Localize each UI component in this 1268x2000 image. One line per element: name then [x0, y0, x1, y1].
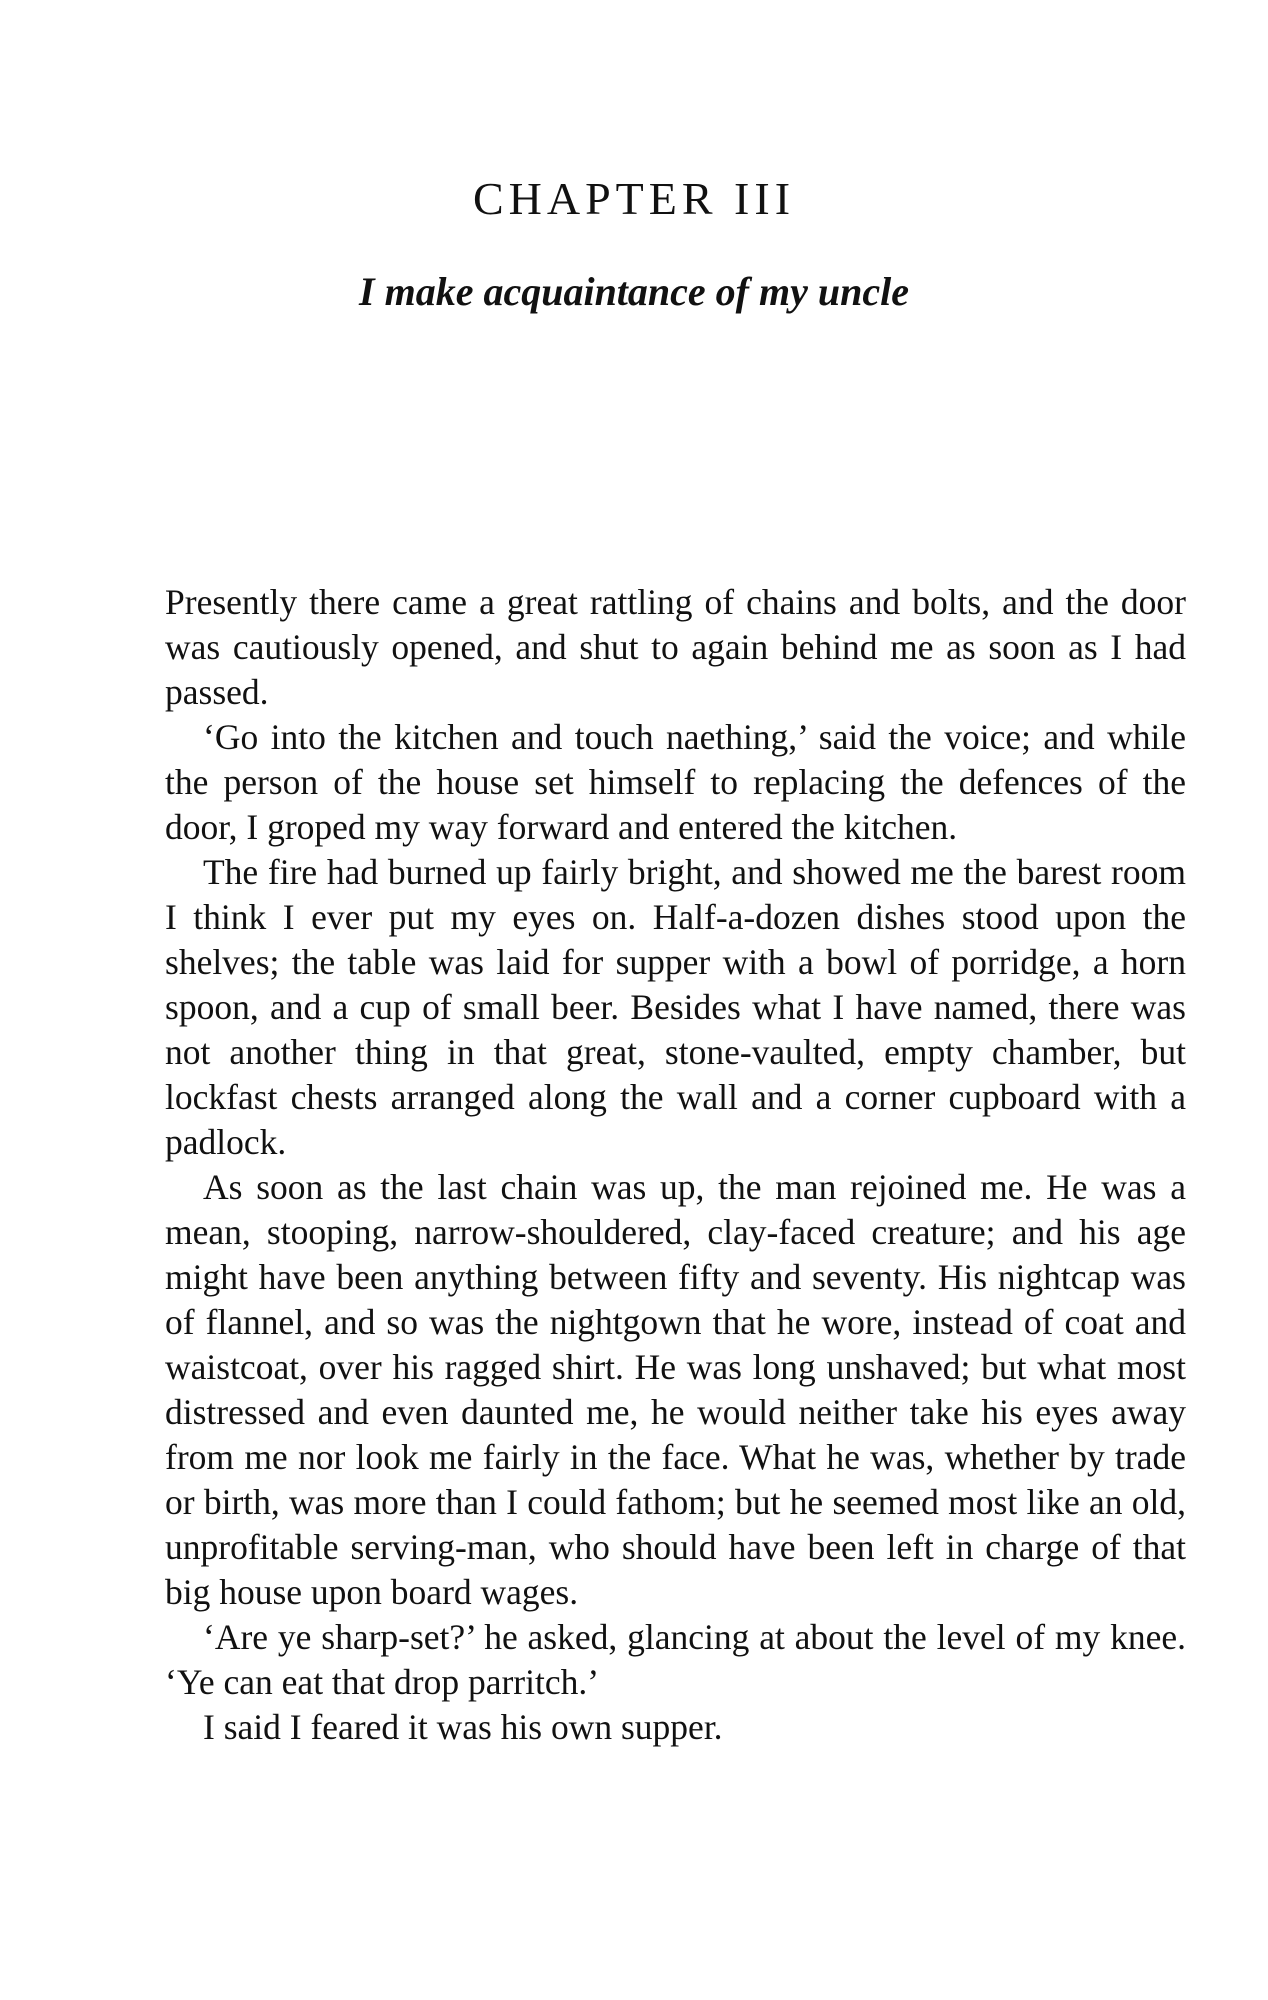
chapter-title: CHAPTER III [472, 173, 796, 224]
paragraph: As soon as the last chain was up, the man rejoined me. He was a mean, stooping, narrow-shouldered, clay-faced creature; and his age might have been anything between fifty and seventy. His nightcap was of flannel, and so was the nightgown that he wore, instead of coat and waistcoat, over his ragged shirt. He was long unshaved; but what most distressed and even daunted me, he would neither take his eyes away from me nor look me fairly in the face. What he was, whether by trade or birth, was more than I could fathom; but he seemed most like an old, unprofitable serving-man, who should have been left in charge of that big house upon board wages. [165, 1167, 1186, 1612]
paragraph: ‘Go into the kitchen and touch naething,’ said the voice; and while the person of the house set himself to replacing the defences of the door, I groped my way forward and entered the kitchen. [165, 717, 1186, 847]
chapter-subtitle: I make acquaintance of my uncle [359, 269, 909, 314]
paragraph: ‘Are ye sharp-set?’ he asked, glancing at about the level of my knee. ‘Ye can eat that drop parritch.’ [165, 1617, 1186, 1702]
paragraph: Presently there came a great rattling of chains and bolts, and the door was cautiously opened, and shut to again behind me as soon as I had passed. [165, 582, 1186, 712]
body-text [165, 580, 1186, 1750]
paragraph: I said I feared it was his own supper. [203, 1707, 723, 1747]
paragraph: The fire had burned up fairly bright, and showed me the barest room I think I ever put my eyes on. Half-a-dozen dishes stood upon the shelves; the table was laid for supper with a bowl of porridge, a horn spoon, and a cup of small beer. Besides what I have named, there was not another thing in that great, stone-vaulted, empty chamber, but lockfast chests arranged along the wall and a corner cupboard with a padlock. [165, 852, 1186, 1162]
